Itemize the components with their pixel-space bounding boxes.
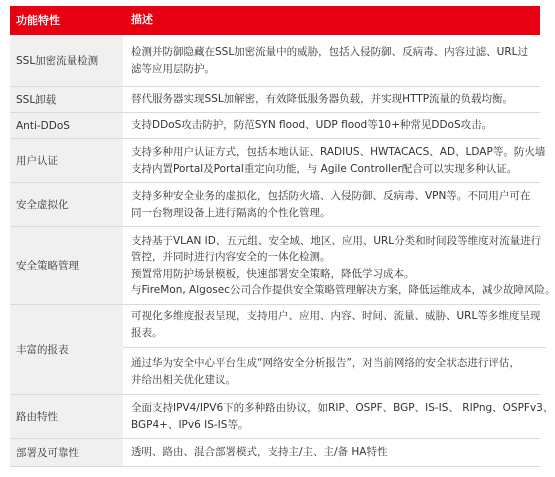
table-row-deployment [10,439,540,467]
feature-description [123,183,540,226]
feature-name: 安全策略管理 [10,227,123,304]
feature-description [123,395,555,438]
feature-name: 用户认证 [10,139,123,182]
description-line: 替代服务器实现SSL加解密，有效降低服务器负载，并实现HTTP流量的负载均衡。 [131,93,514,106]
description-line: 检测并防御隐藏在SSL加密流量中的威胁，包括入侵防御、反病毒、内容过滤、URL过 [131,46,529,58]
feature-name: 安全虚拟化 [10,183,123,226]
description-line: 支持多种安全业务的虚拟化，包括防火墙、入侵防御、反病毒、VPN等。不同用户可在 [131,190,531,202]
feature-description [123,35,540,86]
feature-description [123,113,540,138]
description-block [131,305,540,347]
description-line: 支持基于VLAN ID、五元组、安全域、地区、应用、URL分类和时间段等维度对流量进行 [131,234,542,247]
description-line: 同一台物理设备上进行隔离的个性化管理。 [131,206,331,219]
table-row-ssl-inspection [10,35,540,87]
feature-name: SSL卸载 [10,87,123,112]
feature-description [123,87,540,112]
table-row-policy-management [10,227,555,305]
feature-table [10,6,555,467]
feature-name: 丰富的报表 [10,305,123,394]
description-line: BGP4+、IPv6 IS-IS等。 [131,418,249,431]
description-line: 预置常用防护场景模板，快速部署安全策略，降低学习成本。 [131,267,415,280]
table-row-virtualization [10,183,540,227]
table-row-routing [10,395,554,439]
table-row-reports [10,305,540,395]
description-line: 通过华为安全中心平台生成“网络安全分析报告”，对当前网络的安全状态进行评估， [131,357,520,369]
feature-name: 部署及可靠性 [10,439,123,466]
description-line: 支持多种用户认证方式，包括本地认证、RADIUS、HWTACACS、AD、LDAP等。防火墙 [131,146,546,158]
table-row-user-auth [10,139,546,183]
feature-description [123,227,555,304]
description-line: 支持DDoS攻击防护，防范SYN flood、UDP flood等10+种常见DDoS攻击。 [131,119,493,132]
feature-description [123,305,546,394]
table-header [10,6,540,35]
description-line: 并给出相关优化建议。 [131,373,236,386]
description-line: 与FireMon, Algosec公司合作提供安全策略管理解决方案，降低运维成本，减少故障风险。 [131,284,555,296]
table-row-ssl-offload [10,87,540,113]
feature-name: 路由特性 [10,395,123,438]
description-line: 可视化多维度报表呈现，支持用户、应用、内容、时间、流量、威胁、URL等多维度呈现 [131,310,541,322]
header-feature: 功能特性 [16,13,60,27]
description-line: 滤等应用层防护。 [131,62,215,75]
description-line: 管控，并同时进行内容安全的一体化检测。 [131,251,331,263]
description-line: 支持内置Portal及Portal重定向功能，与 Agile Controller配合可以实现多种认证。 [131,162,518,175]
feature-name: Anti-DDoS [10,113,123,138]
feature-name: SSL加密流量检测 [10,35,123,86]
feature-description [123,139,551,182]
description-line: 透明、路由、混合部署模式，支持主/主、主/备 HA特性 [131,446,388,459]
header-description: 描述 [131,13,153,27]
description-line: 全面支持IPV4/IPV6下的多种路由协议，如RIP、OSPF、BGP、IS-IS、 RIPng、OSPFv3、 [131,402,554,414]
description-line: 报表。 [131,326,163,339]
table-row-anti-ddos [10,113,540,139]
description-block [131,348,540,392]
feature-description [123,439,540,466]
